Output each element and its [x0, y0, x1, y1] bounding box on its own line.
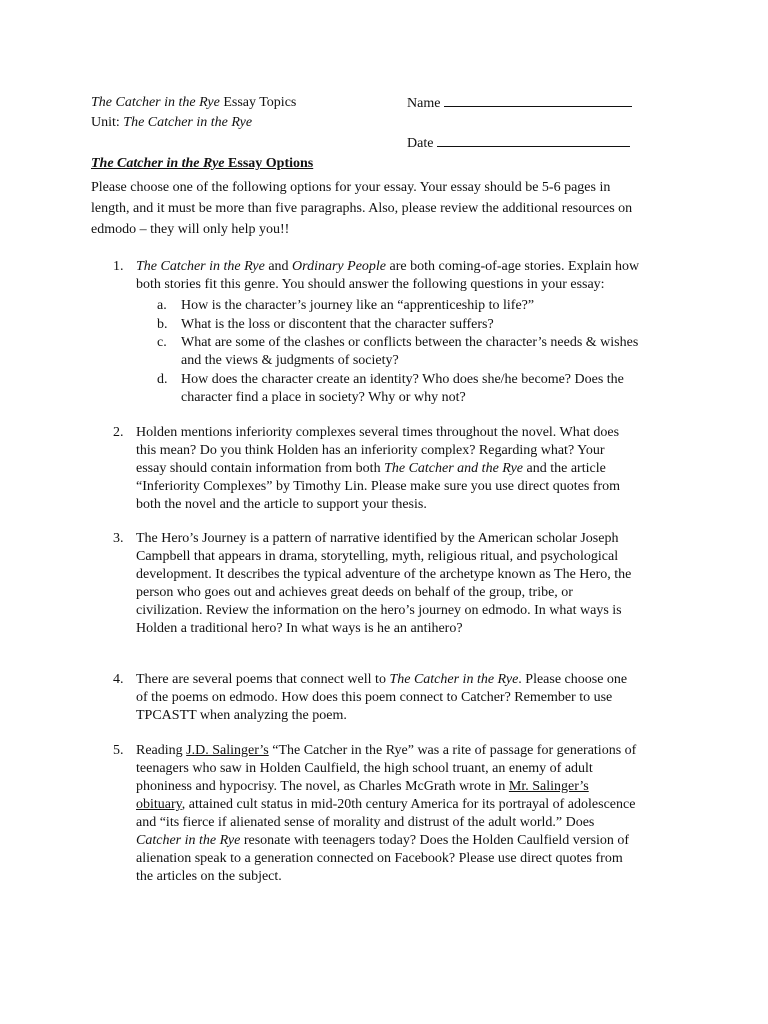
topic-title-rest: Essay Topics [219, 95, 297, 110]
book-title: Ordinary People [292, 259, 387, 274]
option-line: Holden a traditional hero? In what ways is he an antihero? [136, 621, 463, 636]
option-line: “Inferiority Complexes” by Timothy Lin. Please make sure you use direct quotes from [136, 479, 621, 494]
date-line [407, 134, 630, 153]
options-heading [91, 155, 313, 173]
sub-line: What are some of the clashes or conflicts between the character’s needs & wishes [181, 335, 639, 350]
text-run: and [264, 259, 293, 274]
text-run: phoniness and hypocrisy. The novel, as Charles McGrath wrote in [136, 779, 509, 794]
sub-text [181, 316, 681, 334]
option-line: The Hero’s Journey is a pattern of narrative identified by the American scholar Joseph [136, 531, 619, 546]
option-line [136, 742, 696, 760]
sub-text [181, 297, 681, 315]
option-text [136, 424, 696, 514]
option-number: 3. [113, 531, 124, 546]
option-line: development. It describes the typical adventure of the archetype known as The Hero, the [136, 567, 632, 582]
option-text [136, 671, 696, 725]
sub-line: How is the character’s journey like an “apprenticeship to life?” [181, 298, 535, 313]
unit-line [91, 114, 252, 132]
text-run: , attained cult status in mid-20th century America for its portrayal of adolescence [181, 797, 636, 812]
name-line [407, 94, 632, 113]
sub-line: How does the character create an identity? Who does she/he become? Does the [181, 372, 624, 387]
unit-label: Unit: [91, 115, 124, 130]
option-line: teenagers who saw in Holden Caulfield, the high school truant, an enemy of adult [136, 761, 593, 776]
option-line: TPCASTT when analyzing the poem. [136, 708, 347, 723]
name-label: Name [407, 96, 441, 111]
option-number: 4. [113, 672, 124, 687]
option-number: 1. [113, 259, 124, 274]
option-line [136, 671, 696, 689]
option-line: and “its fierce if alienated sense of morality and distrust of the adult world.” Does [136, 815, 595, 830]
options-heading-rest: Essay Options [224, 156, 314, 171]
option-line [136, 832, 696, 850]
option-number: 2. [113, 425, 124, 440]
option-line: of the poems on edmodo. How does this poem connect to Catcher? Remember to use [136, 690, 613, 705]
option-line: Campbell that appears in drama, storytelling, myth, religious ritual, and psychological [136, 549, 619, 564]
unit-value: The Catcher in the Rye [123, 115, 253, 130]
option-line: alienation speak to a generation connected on Facebook? Please use direct quotes from [136, 851, 623, 866]
sub-text [181, 334, 681, 370]
name-blank[interactable] [444, 94, 632, 107]
intro-line: length, and it must be more than five paragraphs. Also, please review the additional resources on [91, 201, 633, 216]
options-heading-book: The Catcher in the Rye [91, 156, 225, 171]
option-line: person who goes out and achieves great deeds on behalf of the group, tribe, or [136, 585, 573, 600]
option-text [136, 258, 696, 294]
option-text [136, 742, 696, 886]
option-line: Holden mentions inferiority complexes several times throughout the novel. What does [136, 425, 620, 440]
text-run: “The Catcher in the Rye” was a rite of passage for generations of [268, 743, 637, 758]
option-line [136, 258, 696, 276]
sub-line: What is the loss or discontent that the character suffers? [181, 317, 494, 332]
sub-text [181, 371, 681, 407]
option-line: this mean? Do you think Holden has an inferiority complex? Regarding what? Your [136, 443, 605, 458]
book-title: The Catcher in the Rye [136, 259, 265, 274]
option-line: both stories fit this genre. You should answer the following questions in your essay: [136, 277, 605, 292]
text-run: are both coming-of-age stories. Explain how [386, 259, 640, 274]
topic-title-book: The Catcher in the Rye [91, 95, 220, 110]
option-number: 5. [113, 743, 124, 758]
text-run: Reading [136, 743, 187, 758]
option-text [136, 530, 696, 638]
intro-paragraph [91, 177, 691, 240]
topic-title [91, 94, 296, 112]
date-blank[interactable] [437, 134, 630, 147]
date-label: Date [407, 136, 434, 151]
intro-line: Please choose one of the following options for your essay. Your essay should be 5-6 pages in [91, 180, 611, 195]
intro-line: edmodo – they will only help you!! [91, 222, 290, 237]
text-run: essay should contain information from both [136, 461, 385, 476]
book-title: Catcher in the Rye [136, 833, 241, 848]
obituary-link[interactable]: obituary [136, 797, 182, 812]
option-line [136, 460, 696, 478]
book-title: The Catcher and the Rye [384, 461, 524, 476]
text-run: resonate with teenagers today? Does the Holden Caulfield version of [240, 833, 630, 848]
sub-letter: c. [157, 335, 167, 350]
sub-line: and the views & judgments of society? [181, 353, 399, 368]
text-run: . Please choose one [518, 672, 628, 687]
option-line: both the novel and the article to support your thesis. [136, 497, 427, 512]
option-line [136, 778, 696, 796]
text-run: and the article [523, 461, 606, 476]
sub-line: character find a place in society? Why or why not? [181, 390, 466, 405]
book-title: The Catcher in the Rye [389, 672, 519, 687]
sub-letter: b. [157, 317, 168, 332]
sub-letter: d. [157, 372, 168, 387]
salinger-link[interactable]: J.D. Salinger’s [186, 743, 269, 758]
text-run: There are several poems that connect well to [136, 672, 390, 687]
option-line: civilization. Review the information on the hero’s journey on edmodo. In what ways is [136, 603, 622, 618]
obituary-link[interactable]: Mr. Salinger’s [508, 779, 589, 794]
option-line: the articles on the subject. [136, 869, 282, 884]
sub-letter: a. [157, 298, 167, 313]
option-line [136, 796, 696, 814]
